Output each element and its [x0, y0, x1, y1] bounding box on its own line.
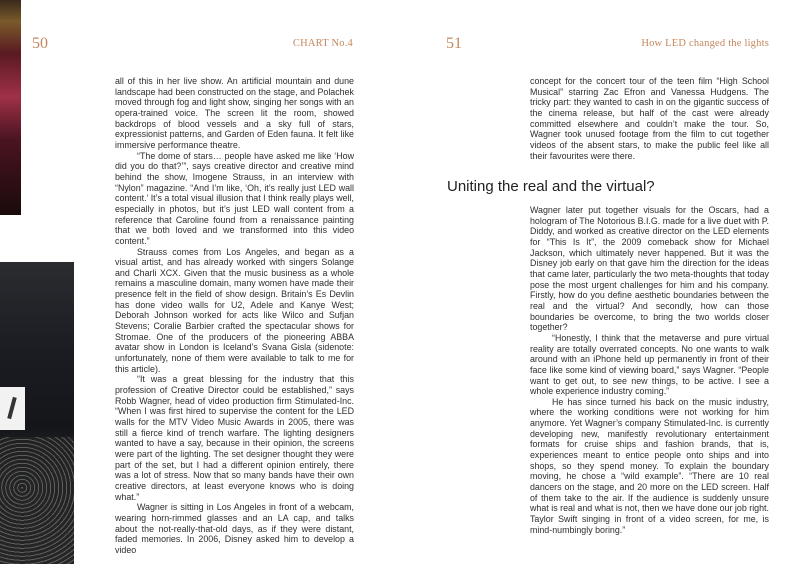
- body-paragraph: Wagner later put together visuals for the Oscars, had a hologram of The Notorious B.I.G. made for a live duet with P. Diddy, and worked as creative director on the LED elements for “This Is It”, the 2009 comeback show for Michael Jackson, which ultimately never happened. But it was the Disney job early on that gave him the direction for the ideas that came later, particularly the two meta-thoughts that today pose the most urgent challenges for him and his company. Firstly, how do you define aesthetic boundaries between the real and the virtual? And secondly, how can those boundaries be overcome, to bring the two worlds closer together?: [530, 205, 769, 333]
- body-paragraph: all of this in her live show. An artificial mountain and dune landscape had been constructed on the stage, and Polachek moved through fog and light show, singing her songs with an opera-trained voice. The screen lit the room, showed backdrops of blood vessels and a sky full of stars, expressionist patterns, and Garden of Eden fauna. It felt like immersive performance theatre.: [115, 76, 354, 150]
- section-heading: Uniting the real and the virtual?: [447, 178, 655, 195]
- left-body-column: [115, 76, 354, 556]
- right-intro-column: [530, 76, 769, 161]
- body-paragraph: Strauss comes from Los Angeles, and began as a visual artist, and has already worked with singers Solange and Charli XCX. Given that the music business as a whole remains a masculine domain, many women have made their presence felt in the field of show design. Britain’s Es Devlin has done video walls for U2, Adele and Kanye West; Deborah Johnson worked for acts like Wilco and Sufjan Stevens; Coralie Barbier crafted the spectacular shows for Stromae. One of the producers of the pioneering ABBA avatar show in London is Iceland’s Svana Gisla (sidenote: unfortunately, none of them were available to talk to me for this article).: [115, 246, 354, 374]
- page-number-right: 51: [446, 35, 462, 52]
- body-paragraph: “The dome of stars… people have asked me like ‘How did you do that?’”, says creative director and creative mind behind the show, Imogene Strauss, in an interview with “Nylon” magazine. “And I’m like, ‘Oh, it’s really just LED wall content.’ It’s a total visual illusion that I think really plays well, especially in photos, but it’s just LED wall content from a reference that Caroline found from a renaissance painting that we both loved and we transformed into this video content.”: [115, 150, 354, 246]
- body-paragraph: “It was a great blessing for the industry that this profession of Creative Director could be established,” says Robb Wagner, head of video production firm Stimulated-Inc. “When I was first hired to supervise the content for the LED walls for the MTV Video Music Awards in 2005, there was still a fierce kind of trench warfare. The lighting designers wanted to have a say, because in their opinion, the screens were part of the lighting. The set designer thought they were part of the set, but I had a different opinion entirely, there was a lot of stress. Now that so many bands have their own creative directors, at least everyone knows who is doing what.”: [115, 374, 354, 502]
- photo-crowd: [0, 437, 74, 564]
- body-paragraph: Wagner is sitting in Los Angeles in front of a webcam, wearing horn-rimmed glasses and an LA cap, and talks about the not-really-that-old days, as if they were distant, faded memories. In 2006, Disney asked him to develop a video: [115, 502, 354, 555]
- right-body-column: [530, 205, 769, 535]
- concert-photo-crowd-red: [0, 0, 21, 215]
- running-head-right: How LED changed the lights: [641, 38, 769, 49]
- running-head-left: CHART No.4: [292, 38, 353, 49]
- concert-photo-arena-stage: [0, 262, 74, 564]
- body-paragraph: “Honestly, I think that the metaverse and pure virtual reality are totally overrated concepts. No one wants to walk around with an iPhone held up permanently in front of their face like some kind of viewing board,” says Wagner. “People want to get out, to see new things, to be active. I see a whole experience industry coming.”: [530, 332, 769, 397]
- body-paragraph: concept for the concert tour of the teen film “High School Musical” starring Zac Efron and Vanessa Hudgens. The tricky part: they wanted to cash in on the gigantic success of the cinema release, but half of the cast were already committed elsewhere and couldn’t make the tour. So, Wagner took unused footage from the film to cut together videos of the absent stars, to make the public feel like all their favourites were there.: [530, 76, 769, 161]
- page-number-left: 50: [32, 35, 48, 52]
- body-paragraph: He has since turned his back on the music industry, where the working conditions were not working for him anymore. Yet Wagner’s company Stimulated-Inc. is currently developing new, manifestly revolutionary entertainment formats for cruise ships and fashion brands, that is, experiences meant to entice people onto ships and into shops, so they spend money. To explain the boundary moving, he chose a “wild example”. “There are 10 real dancers on the stage, and 20 more on the LED screen. Half of them take to the air. If the audience is suddenly unsure what is real and what is not, then we have done our job right. Taylor Swift singing in front of a video screen, for me, is mind-numbingly boring.”: [530, 396, 769, 535]
